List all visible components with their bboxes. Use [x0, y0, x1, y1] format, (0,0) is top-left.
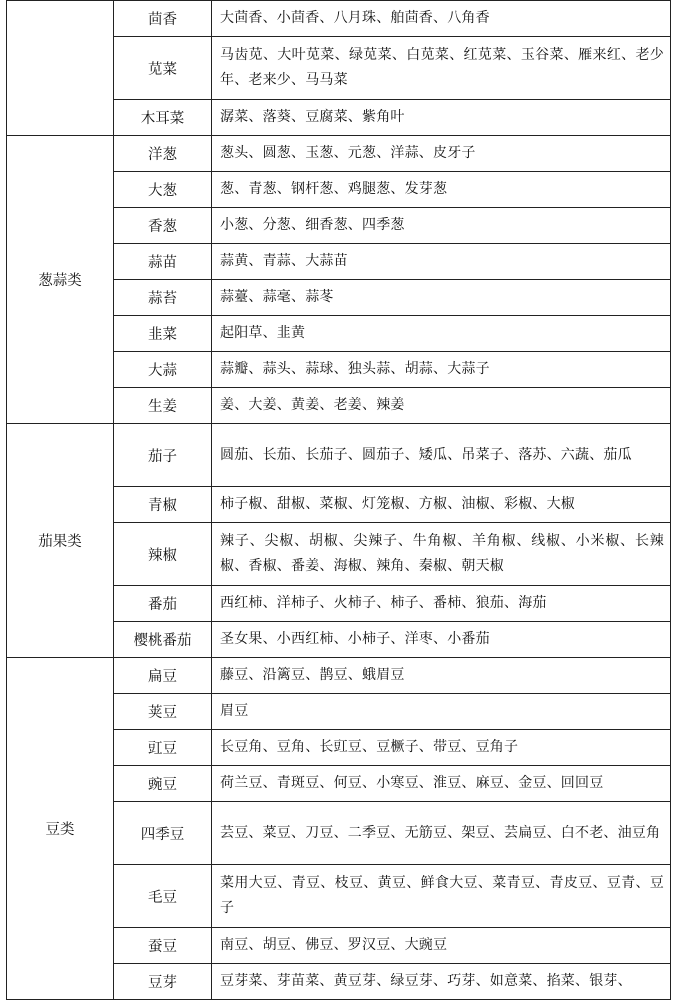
category-cell: 葱蒜类 [7, 136, 114, 424]
vegetable-name-cell: 荚豆 [114, 694, 212, 730]
vegetable-name-cell: 番茄 [114, 586, 212, 622]
table-row [7, 424, 671, 487]
category-cell: 豆类 [7, 658, 114, 1000]
vegetable-name-cell: 毛豆 [114, 865, 212, 928]
table-row [7, 1, 671, 37]
vegetable-name-cell: 辣椒 [114, 523, 212, 586]
alias-list-cell: 潺菜、落葵、豆腐菜、紫角叶 [212, 100, 671, 136]
table-body [7, 1, 671, 1000]
vegetable-name-cell: 四季豆 [114, 802, 212, 865]
alias-list-cell: 芸豆、菜豆、刀豆、二季豆、无筋豆、架豆、芸扁豆、白不老、油豆角 [212, 802, 671, 865]
vegetable-name-cell: 豌豆 [114, 766, 212, 802]
alias-list-cell: 菜用大豆、青豆、枝豆、黄豆、鲜食大豆、菜青豆、青皮豆、豆青、豆子 [212, 865, 671, 928]
vegetable-name-cell: 苋菜 [114, 37, 212, 100]
table-row [7, 136, 671, 172]
vegetable-name-cell: 蒜苔 [114, 280, 212, 316]
alias-list-cell: 南豆、胡豆、佛豆、罗汉豆、大豌豆 [212, 928, 671, 964]
alias-list-cell: 藤豆、沿篱豆、鹊豆、蛾眉豆 [212, 658, 671, 694]
vegetable-name-cell: 茴香 [114, 1, 212, 37]
alias-list-cell: 小葱、分葱、细香葱、四季葱 [212, 208, 671, 244]
vegetable-name-cell: 豇豆 [114, 730, 212, 766]
category-cell: 茄果类 [7, 424, 114, 658]
vegetable-name-cell: 洋葱 [114, 136, 212, 172]
alias-list-cell: 荷兰豆、青斑豆、何豆、小寒豆、淮豆、麻豆、金豆、回回豆 [212, 766, 671, 802]
vegetable-name-cell: 蚕豆 [114, 928, 212, 964]
vegetable-name-cell: 茄子 [114, 424, 212, 487]
vegetable-name-cell: 韭菜 [114, 316, 212, 352]
alias-list-cell: 蒜薹、蒜毫、蒜苳 [212, 280, 671, 316]
vegetable-name-cell: 木耳菜 [114, 100, 212, 136]
alias-list-cell: 眉豆 [212, 694, 671, 730]
vegetable-name-cell: 樱桃番茄 [114, 622, 212, 658]
alias-list-cell: 辣子、尖椒、胡椒、尖辣子、牛角椒、羊角椒、线椒、小米椒、长辣椒、香椒、番姜、海椒、辣角、秦椒、朝天椒 [212, 523, 671, 586]
category-cell [7, 1, 114, 136]
alias-list-cell: 蒜瓣、蒜头、蒜球、独头蒜、胡蒜、大蒜子 [212, 352, 671, 388]
vegetable-name-cell: 蒜苗 [114, 244, 212, 280]
vegetable-name-cell: 大蒜 [114, 352, 212, 388]
alias-list-cell: 葱头、圆葱、玉葱、元葱、洋蒜、皮牙子 [212, 136, 671, 172]
alias-list-cell: 蒜黄、青蒜、大蒜苗 [212, 244, 671, 280]
vegetable-name-cell: 香葱 [114, 208, 212, 244]
alias-list-cell: 长豆角、豆角、长豇豆、豆橛子、带豆、豆角子 [212, 730, 671, 766]
alias-list-cell: 圆茄、长茄、长茄子、圆茄子、矮瓜、吊菜子、落苏、六蔬、茄瓜 [212, 424, 671, 487]
table-row [7, 658, 671, 694]
alias-list-cell: 起阳草、韭黄 [212, 316, 671, 352]
alias-list-cell: 柿子椒、甜椒、菜椒、灯笼椒、方椒、油椒、彩椒、大椒 [212, 487, 671, 523]
alias-list-cell: 大茴香、小茴香、八月珠、舶茴香、八角香 [212, 1, 671, 37]
vegetable-name-cell: 青椒 [114, 487, 212, 523]
vegetable-alias-table [6, 0, 671, 1000]
alias-list-cell: 姜、大姜、黄姜、老姜、辣姜 [212, 388, 671, 424]
alias-list-cell: 豆芽菜、芽苗菜、黄豆芽、绿豆芽、巧芽、如意菜、掐菜、银芽、 [212, 964, 671, 1000]
vegetable-name-cell: 大葱 [114, 172, 212, 208]
vegetable-name-cell: 生姜 [114, 388, 212, 424]
alias-list-cell: 圣女果、小西红柿、小柿子、洋枣、小番茄 [212, 622, 671, 658]
vegetable-name-cell: 豆芽 [114, 964, 212, 1000]
alias-list-cell: 葱、青葱、钢杆葱、鸡腿葱、发芽葱 [212, 172, 671, 208]
alias-list-cell: 马齿苋、大叶苋菜、绿苋菜、白苋菜、红苋菜、玉谷菜、雁来红、老少年、老来少、马马菜 [212, 37, 671, 100]
alias-list-cell: 西红柿、洋柿子、火柿子、柿子、番柿、狼茄、海茄 [212, 586, 671, 622]
vegetable-name-cell: 扁豆 [114, 658, 212, 694]
